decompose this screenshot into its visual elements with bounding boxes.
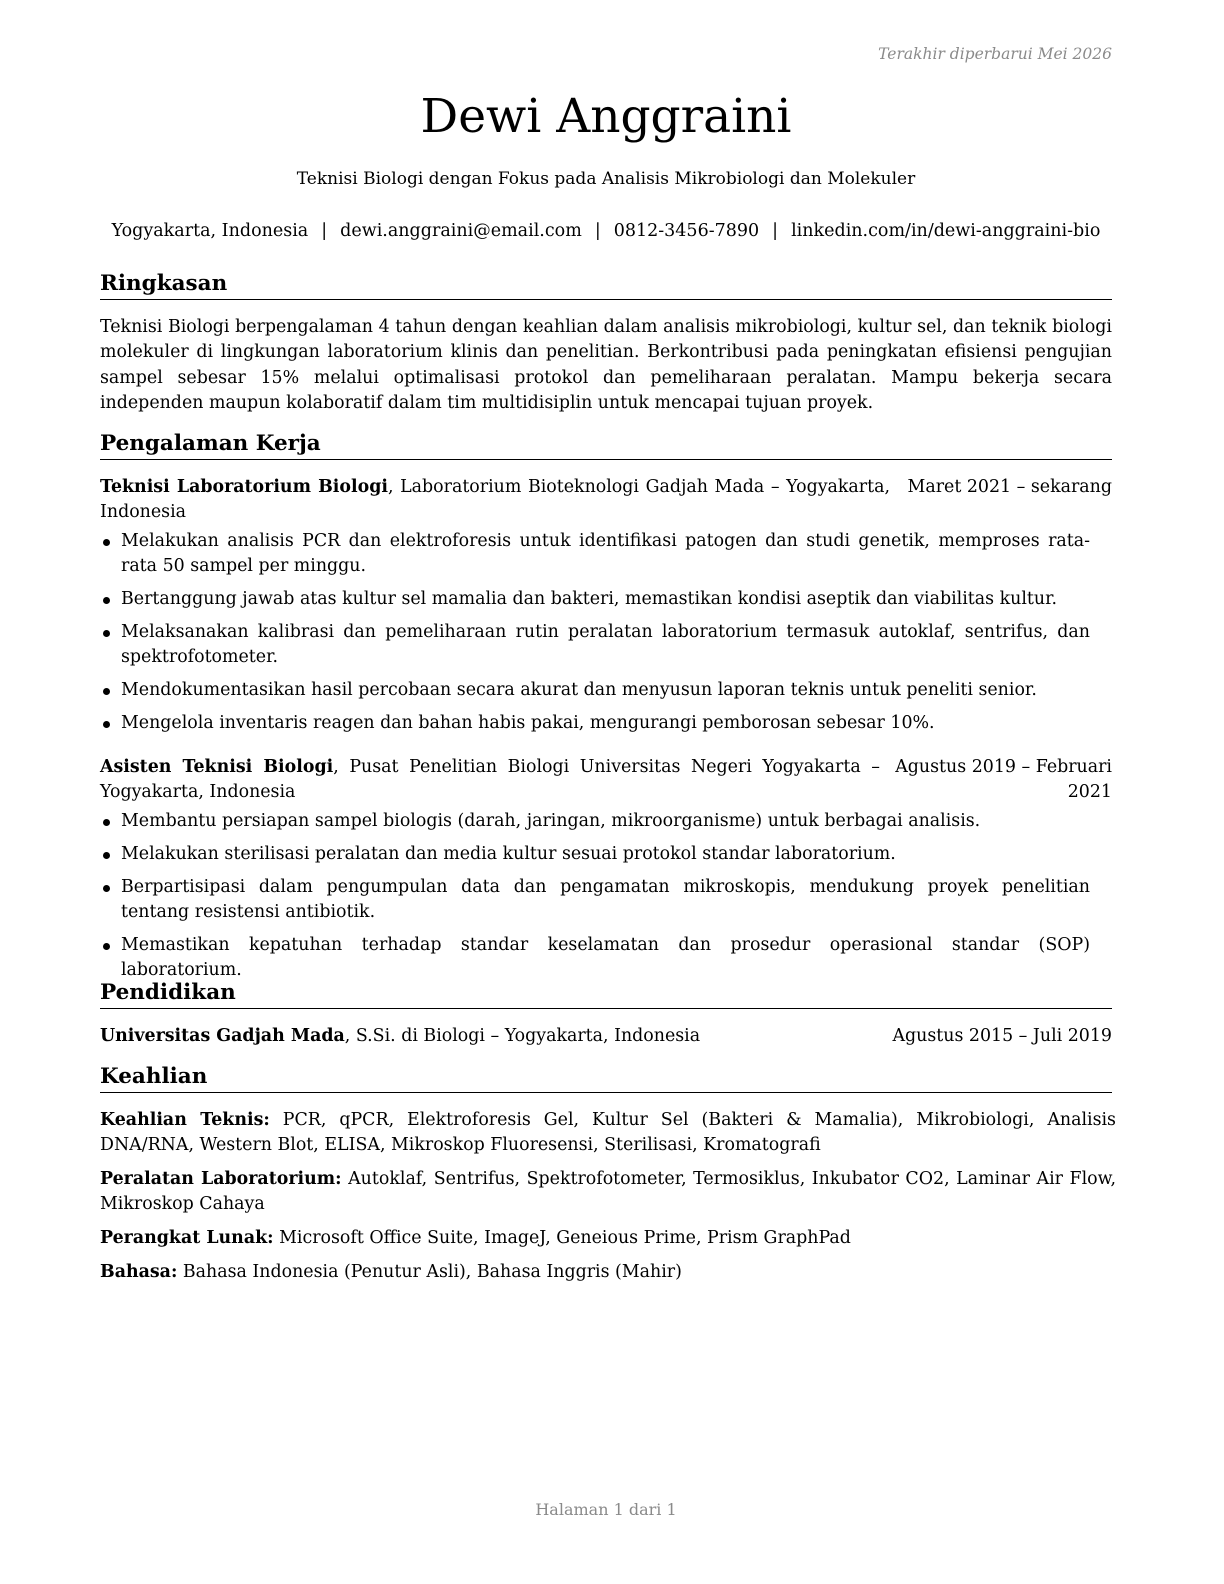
bullet-icon (103, 597, 110, 604)
section-title-education: Pendidikan (100, 979, 1112, 1009)
contact-phone: 0812-3456-7890 (613, 221, 760, 241)
experience-section (100, 430, 1112, 991)
skill-label: Keahlian Teknis: (100, 1110, 270, 1130)
bullet-icon (103, 885, 110, 892)
education-dates: Agustus 2015 – Juli 2019 (892, 1026, 1112, 1046)
list-item (100, 587, 1112, 612)
bullet-icon (103, 539, 110, 546)
list-item (100, 620, 1112, 670)
job-bullets (100, 529, 1112, 736)
job-entry (100, 755, 1112, 983)
list-item (100, 809, 1112, 834)
section-title-experience: Pengalaman Kerja (100, 430, 1112, 460)
bullet-text: Melakukan sterilisasi peralatan dan media kultur sesuai protokol standar laboratorium. (121, 844, 896, 864)
summary-text: Teknisi Biologi berpengalaman 4 tahun dengan keahlian dalam analisis mikrobiologi, kultur sel, dan teknik biologi molekuler di lingkungan laboratorium klinis dan penelitian. Berkontribusi pada peningkatan efisiensi pengujian sampel sebesar 15% melalui optimalisasi protokol dan pemeliharaan peralatan. Mampu bekerja secara independen maupun kolaboratif dalam tim multidisiplin untuk mencapai tujuan proyek. (100, 317, 1112, 413)
skill-value: Microsoft Office Suite, ImageJ, Geneious Prime, Prism GraphPad (273, 1228, 851, 1248)
skills-section (100, 1063, 1116, 1294)
section-title-skills: Keahlian (100, 1063, 1112, 1093)
contact-location: Yogyakarta, Indonesia (111, 221, 309, 241)
bullet-text: Mengelola inventaris reagen dan bahan habis pakai, mengurangi pemborosan sebesar 10%. (121, 713, 935, 733)
bullet-icon (103, 852, 110, 859)
contact-line (0, 219, 1212, 243)
list-item (100, 933, 1112, 983)
skill-value: Bahasa Indonesia (Penutur Asli), Bahasa Inggris (Mahir) (177, 1262, 682, 1282)
bullet-text: Memastikan kepatuhan terhadap standar keselamatan dan prosedur operasional standar (SOP) laboratorium. (121, 935, 1090, 980)
section-title-summary: Ringkasan (100, 270, 1112, 300)
bullet-icon (103, 819, 110, 826)
school-name: Universitas Gadjah Mada (100, 1026, 345, 1046)
person-name: Dewi Anggraini (420, 89, 792, 144)
education-entry (100, 1024, 1112, 1049)
page-number-footer: Halaman 1 dari 1 (535, 1500, 677, 1519)
job-dates: Agustus 2019 – Februari 2021 (895, 757, 1112, 802)
bullet-text: Berpartisipasi dalam pengumpulan data dan pengamatan mikroskopis, mendukung proyek penelitian tentang resistensi antibiotik. (121, 877, 1090, 922)
contact-separator: | (594, 221, 601, 241)
bullet-icon (103, 943, 110, 950)
bullet-text: Bertanggung jawab atas kultur sel mamalia dan bakteri, memastikan kondisi aseptik dan viabilitas kultur. (121, 589, 1058, 609)
bullet-icon (103, 721, 110, 728)
bullet-text: Melakukan analisis PCR dan elektroforesis untuk identifikasi patogen dan studi genetik, memproses rata-rata 50 sampel per minggu. (121, 531, 1090, 576)
skill-value: Autoklaf, Sentrifus, Spektrofotometer, Termosiklus, Inkubator CO2, Laminar Air Flow, Mikroskop Cahaya (100, 1169, 1116, 1214)
skill-label: Bahasa: (100, 1262, 178, 1282)
contact-email[interactable]: dewi.anggraini@email.com (340, 221, 582, 241)
list-item (100, 842, 1112, 867)
job-header (100, 475, 1112, 525)
job-entry (100, 475, 1112, 736)
skill-row (100, 1226, 1116, 1251)
job-dates: Maret 2021 – sekarang (907, 477, 1112, 497)
summary-section (100, 270, 1112, 416)
contact-linkedin[interactable]: linkedin.com/in/dewi-anggraini-bio (791, 221, 1101, 241)
skill-row (100, 1260, 1116, 1285)
contact-separator: | (321, 221, 328, 241)
bullet-text: Melaksanakan kalibrasi dan pemeliharaan rutin peralatan laboratorium termasuk autoklaf, sentrifus, dan spektrofotometer. (121, 622, 1090, 667)
degree-detail: , S.Si. di Biologi – Yogyakarta, Indonesia (344, 1026, 701, 1046)
skill-label: Perangkat Lunak: (100, 1228, 274, 1248)
job-title-line (100, 755, 880, 805)
job-org: , Pusat Penelitian Biologi Universitas Negeri Yogyakarta – Yogyakarta, Indonesia (100, 757, 880, 802)
education-line (100, 1024, 700, 1049)
list-item (100, 529, 1112, 579)
bullet-text: Mendokumentasikan hasil percobaan secara akurat dan menyusun laporan teknis untuk peneliti senior. (121, 680, 1037, 700)
skill-row (100, 1108, 1116, 1158)
contact-separator: | (772, 221, 779, 241)
list-item (100, 711, 1112, 736)
job-role: Teknisi Laboratorium Biologi (100, 477, 388, 497)
job-header (100, 755, 1112, 805)
job-bullets (100, 809, 1112, 983)
skill-row (100, 1167, 1116, 1217)
skills-list (100, 1108, 1116, 1285)
list-item (100, 678, 1112, 703)
last-updated-note: Terakhir diperbarui Mei 2026 (878, 45, 1112, 63)
job-title-line (100, 475, 890, 525)
list-item (100, 875, 1112, 925)
job-org: , Laboratorium Bioteknologi Gadjah Mada – Yogyakarta, Indonesia (100, 477, 890, 522)
skill-label: Peralatan Laboratorium: (100, 1169, 342, 1189)
job-role: Asisten Teknisi Biologi (100, 757, 334, 777)
bullet-icon (103, 688, 110, 695)
headline: Teknisi Biologi dengan Fokus pada Analisis Mikrobiologi dan Molekuler (296, 169, 916, 189)
education-section (100, 979, 1112, 1049)
bullet-icon (103, 630, 110, 637)
bullet-text: Membantu persiapan sampel biologis (darah, jaringan, mikroorganisme) untuk berbagai analisis. (121, 811, 981, 831)
skill-value: PCR, qPCR, Elektroforesis Gel, Kultur Sel (Bakteri & Mamalia), Mikrobiologi, Analisis DNA/RNA, Western Blot, ELISA, Mikroskop Fluoresensi, Sterilisasi, Kromatografi (100, 1110, 1116, 1155)
